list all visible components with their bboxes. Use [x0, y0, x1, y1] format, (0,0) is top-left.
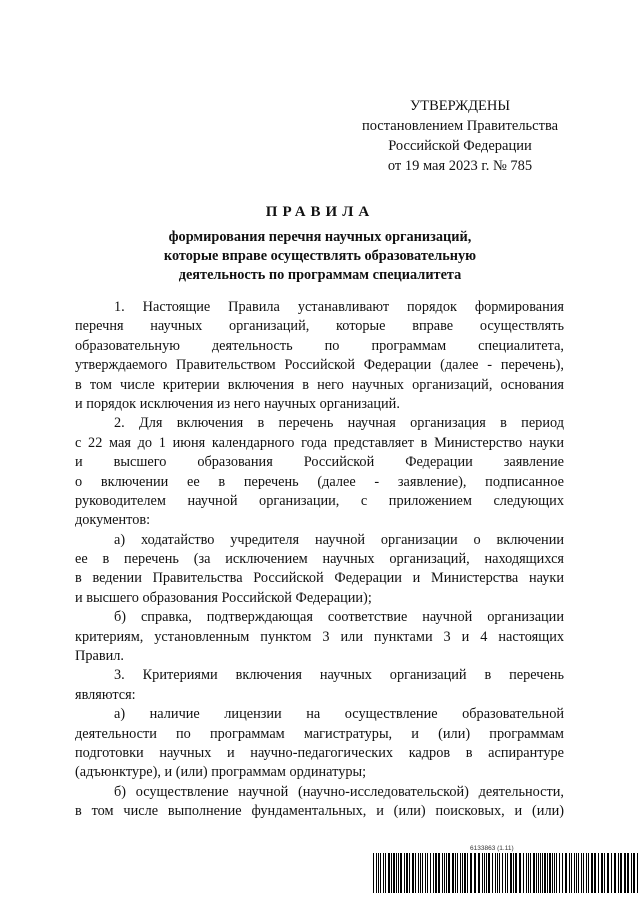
- subtitle-line: деятельность по программам специалитета: [178, 267, 462, 283]
- paragraph-p3b: [75, 783, 564, 822]
- paragraph-line: 2. Для включения в перечень научная организация в период: [114, 415, 564, 432]
- paragraph-line: в ведении Правительства Российской Федерации и Министерства науки: [75, 570, 564, 587]
- document-body: [75, 298, 564, 822]
- paragraph-line: и высшего образования Российской Федерации);: [75, 589, 372, 606]
- paragraph-line: перечня научных организаций, которые вправе осуществлять: [75, 318, 564, 335]
- paragraph-line: в том числе критерии включения в него научных организаций, основания: [75, 376, 564, 393]
- paragraph-p2a: [75, 531, 564, 609]
- paragraph-p3: [75, 666, 564, 705]
- paragraph-line: подготовки научных и научно-педагогических кадров в аспирантуре: [75, 744, 564, 761]
- approved-by-line: постановлением Правительства: [361, 118, 559, 134]
- document-title: ПРАВИЛА: [265, 204, 375, 220]
- paragraph-p2: [75, 414, 564, 530]
- paragraph-line: б) справка, подтверждающая соответствие научной организации: [114, 609, 564, 626]
- barcode-label: 6133863 (1.11): [470, 845, 514, 852]
- paragraph-line: документов:: [75, 512, 151, 529]
- paragraph-line: с 22 мая до 1 июня календарного года представляет в Министерство науки: [75, 434, 564, 451]
- paragraph-line: б) осуществление научной (научно-исследовательской) деятельности,: [114, 783, 564, 800]
- paragraph-line: деятельности по программам магистратуры, и (или) программам: [75, 725, 564, 742]
- paragraph-line: руководителем научной организации, с приложением следующих: [75, 492, 564, 509]
- document-subtitle: [120, 228, 520, 285]
- paragraph-line: а) наличие лицензии на осуществление образовательной: [114, 706, 564, 723]
- paragraph-line: ее в перечень (за исключением научных организаций, находящихся: [75, 551, 564, 568]
- paragraph-line: образовательную деятельность по программам специалитета,: [75, 337, 564, 354]
- approved-heading: УТВЕРЖДЕНЫ: [409, 98, 511, 114]
- paragraph-p3a: [75, 705, 564, 783]
- paragraph-line: являются:: [75, 686, 136, 703]
- approved-authority: Российской Федерации: [388, 138, 532, 154]
- paragraph-line: и высшего образования Российской Федерации заявление: [75, 454, 564, 471]
- paragraph-line: а) ходатайство учредителя научной организации о включении: [114, 531, 564, 548]
- approval-stamp: [340, 96, 580, 176]
- paragraph-p1: [75, 298, 564, 414]
- paragraph-line: о включении ее в перечень (далее - заявление), подписанное: [75, 473, 564, 490]
- paragraph-line: Правил.: [75, 648, 124, 665]
- paragraph-line: утверждаемого Правительством Российской Федерации (далее - перечень),: [75, 357, 564, 374]
- subtitle-line: которые вправе осуществлять образовательную: [163, 248, 477, 264]
- paragraph-p2b: [75, 608, 564, 666]
- subtitle-line: формирования перечня научных организаций,: [168, 229, 472, 245]
- approved-date-number: от 19 мая 2023 г. № 785: [387, 158, 533, 174]
- paragraph-line: 3. Критериями включения научных организаций в перечень: [114, 667, 564, 684]
- barcode-image: [373, 853, 640, 893]
- paragraph-line: в том числе выполнение фундаментальных, и (или) поисковых, и (или): [75, 803, 564, 820]
- paragraph-line: критериям, установленным пунктом 3 или пунктами 3 и 4 настоящих: [75, 628, 564, 645]
- paragraph-line: 1. Настоящие Правила устанавливают порядок формирования: [114, 299, 564, 315]
- paragraph-line: (адъюнктуре), и (или) программам ординатуры;: [75, 764, 367, 781]
- paragraph-line: и порядок исключения из него научных организаций.: [75, 395, 400, 412]
